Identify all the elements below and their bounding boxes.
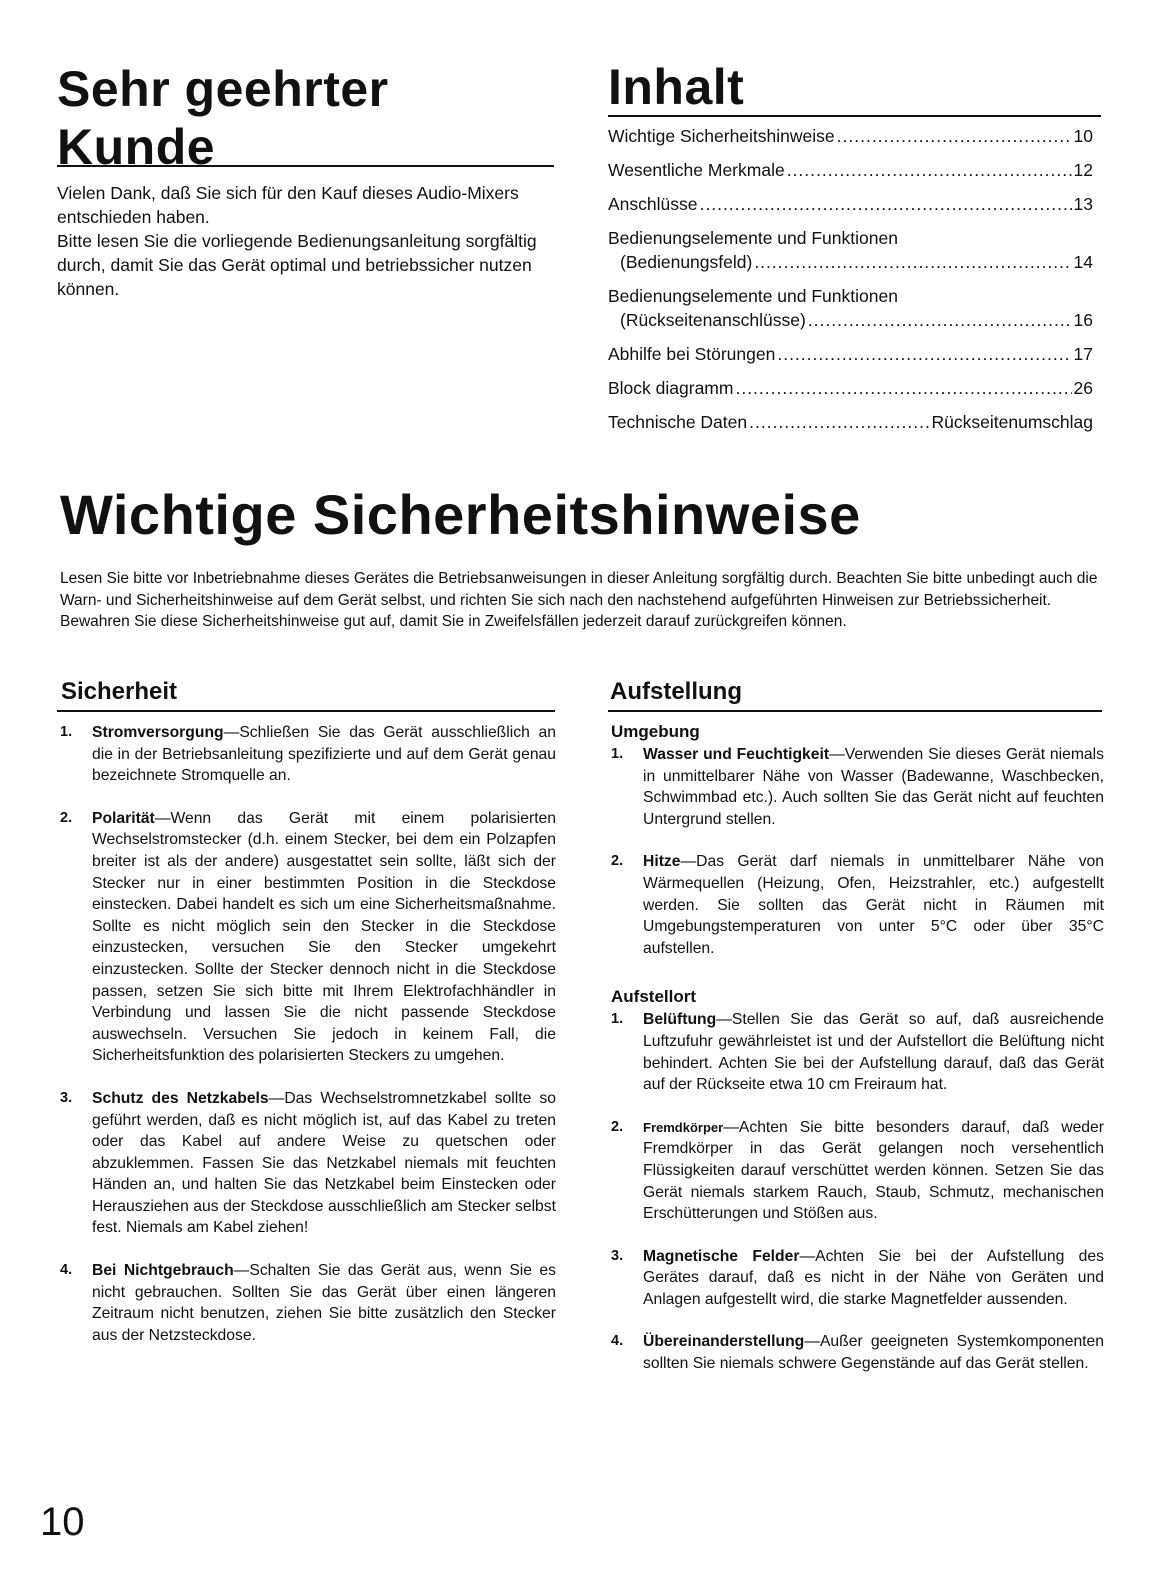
item-term: Stromversorgung: [92, 724, 224, 741]
intro-paragraph-2: Bewahren Sie diese Sicherheitshinweise gut auf, damit Sie in Zweifelsfällen jederzeit darauf zurückgreifen können.: [60, 613, 847, 630]
item-text: —Schalten Sie das Gerät aus, wenn Sie es nicht gebrauchen. Sollten Sie das Gerät über einen längeren Zeitraum nicht benutzen, ziehen Sie bitte zusätzlich den Stecker aus der Netzsteckdose.: [92, 1262, 556, 1344]
item-text: —Außer geeigneten Systemkomponenten sollten Sie niemals schwere Gegenstände auf das Gerät stellen.: [643, 1333, 1104, 1373]
list-item: [611, 1246, 1104, 1311]
toc-entry-page: 10: [1073, 126, 1093, 146]
section-title: Wichtige Sicherheitshinweise: [60, 483, 861, 546]
toc-entry-page: 12: [1073, 160, 1093, 180]
item-term: Übereinanderstellung: [643, 1333, 805, 1351]
aufstellung-divider: [608, 710, 1102, 712]
item-term: Bei Nichtgebrauch: [92, 1262, 234, 1280]
item-number: 2.: [60, 809, 73, 826]
list-item: [611, 1331, 1104, 1374]
aufstellort-subheading: Aufstellort: [611, 987, 696, 1007]
item-number: 1.: [60, 724, 73, 740]
item-text: —Verwenden Sie dieses Gerät niemals in unmittelbarer Nähe von Wasser (Badewanne, Waschbecken, Schwimmbad etc.). Auch sollten Sie das Gerät nicht auf feuchten Untergrund stellen.: [643, 746, 1104, 828]
item-text: —Schließen Sie das Gerät ausschließlich an die in der Betriebsanleitung spezifizierte und auf dem Gerät genau bezeichnete Stromquelle an.: [92, 724, 556, 785]
umgebung-subheading: Umgebung: [611, 722, 700, 741]
list-item: [611, 851, 1104, 959]
list-item: [611, 1117, 1104, 1225]
toc-entry-label: Abhilfe bei Störungen: [608, 344, 776, 364]
toc-entry-label-line1: Bedienungselemente und Funktionen: [608, 286, 898, 306]
toc-entry-label: Anschlüsse: [608, 194, 698, 214]
item-term: Polarität: [92, 809, 155, 827]
toc-entry[interactable]: [608, 158, 1093, 182]
greeting-paragraph-2: Bitte lesen Sie die vorliegende Bedienungsanleitung sorgfältig durch, damit Sie das Gerät optimal und betriebssicher nutzen können.: [57, 231, 537, 299]
item-text: —Wenn das Gerät mit einem polarisierten Wechselstromstecker (d.h. einem Stecker, bei dem ein Polzapfen breiter ist als der andere) ausgestattet sein sollte, läßt sich der Stecker nur in einer bestimmten Position in die Steckdose einstecken. Dabei handelt es sich um eine Sicherheitsmaßnahme. Sollte es nicht möglich sein den Stecker in die Steckdose einzustecken, versuchen Sie den Stecker umgekehrt einzustecken. Sollte der Stecker dennoch nicht in die Steckdose passen, setzen Sie sich bitte mit Ihrem Elektrofachhändler in Verbindung und lassen Sie die nicht passende Steckdose auswechseln. Versuchen Sie jedoch in keinem Fall, die Sicherheitsfunktion des polarisierten Steckers zu umgehen.: [92, 809, 556, 1065]
item-number: 2.: [611, 1118, 624, 1135]
greeting-text: [57, 181, 547, 301]
item-number: 1.: [611, 1011, 624, 1028]
toc-divider: [608, 115, 1101, 117]
toc-entry-page: 14: [1073, 252, 1093, 272]
toc-entry[interactable]: [608, 284, 1093, 332]
item-number: 1.: [611, 746, 624, 762]
item-term: Magnetische Felder: [643, 1247, 800, 1265]
list-item: [60, 722, 556, 787]
intro-paragraph-1: Lesen Sie bitte vor Inbetriebnahme dieses Gerätes die Betriebsanweisungen in dieser Anleitung sorgfältig durch. Beachten Sie bitte unbedingt auch die Warn- und Sicherheitshinweise auf dem Gerät selbst, und richten Sie sich nach den nachstehend aufgeführten Hinweisen zur Betriebssicherheit.: [60, 570, 1098, 609]
page-number: 10: [40, 1500, 85, 1544]
toc-title: Inhalt: [608, 59, 745, 115]
toc-entry-label: Block diagramm: [608, 378, 734, 398]
item-term: Wasser und Feuchtigkeit: [643, 746, 830, 763]
aufstellung-list: [611, 722, 1104, 1396]
list-item: [60, 808, 556, 1067]
item-number: 4.: [611, 1333, 624, 1350]
toc-entry-label-line1: Bedienungselemente und Funktionen: [608, 228, 898, 248]
list-item: [611, 1009, 1104, 1095]
toc-entry-label: (Bedienungsfeld): [620, 252, 753, 272]
list-item: [60, 1260, 556, 1346]
item-number: 4.: [60, 1262, 73, 1279]
list-item: [611, 744, 1104, 830]
toc-entry-label: Technische Daten: [608, 412, 748, 432]
toc-entry-page: 16: [1073, 310, 1093, 330]
item-text: —Achten Sie bei der Aufstellung des Gerätes darauf, daß es nicht in der Nähe von Geräten und Anlagen aufgestellt wird, die starke Magnetfelder aussenden.: [643, 1247, 1104, 1308]
toc-entry[interactable]: [608, 342, 1093, 366]
item-text: —Achten Sie bitte besonders darauf, daß weder Fremdkörper in das Gerät gelangen noch versehentlich Flüssigkeiten darauf verschüttet werden können. Setzen Sie das Gerät niemals starkem Rauch, Staub, Schmutz, mechanischen Erschütterungen und Stößen aus.: [643, 1118, 1104, 1223]
toc-entry-page: 13: [1073, 194, 1093, 214]
toc-entry-page: 26: [1073, 378, 1093, 398]
toc-entry-label: Wichtige Sicherheitshinweise: [608, 126, 835, 146]
sicherheit-heading: Sicherheit: [61, 678, 178, 705]
item-text: —Stellen Sie das Gerät so auf, daß ausreichende Luftzufuhr gewährleistet ist und der Aufstellort die Belüftung nicht behindert. Achten Sie bei der Aufstellung darauf, daß das Gerät auf der Rückseite etwa 10 cm Freiraum hat.: [643, 1011, 1104, 1094]
list-item: [60, 1088, 556, 1239]
item-term: Fremdkörper: [643, 1119, 724, 1135]
item-term: Hitze: [643, 853, 681, 871]
sicherheit-divider: [57, 710, 555, 712]
table-of-contents: [608, 124, 1093, 444]
toc-entry[interactable]: [608, 124, 1093, 148]
toc-entry-page: Rückseitenumschlag: [931, 412, 1093, 432]
aufstellung-heading: Aufstellung: [610, 678, 742, 705]
item-number: 3.: [60, 1089, 73, 1106]
toc-entry-page: 17: [1073, 344, 1093, 364]
section-intro: [60, 568, 1110, 633]
item-term: Belüftung: [643, 1011, 717, 1029]
greeting-paragraph-1: Vielen Dank, daß Sie sich für den Kauf dieses Audio-Mixers entschieden haben.: [57, 183, 519, 227]
toc-entry-label: (Rückseitenanschlüsse): [620, 310, 806, 330]
item-number: 2.: [611, 853, 624, 870]
toc-entry-label: Wesentliche Merkmale: [608, 160, 785, 180]
item-term: Schutz des Netzkabels: [92, 1089, 269, 1107]
item-text: —Das Gerät darf niemals in unmittelbarer Nähe von Wärmequellen (Heizung, Ofen, Heizstrahler, etc.) aufgestellt werden. Sie sollten das Gerät nicht in Räumen mit Umgebungstemperaturen von unter 5°C oder über 35°C aufstellen.: [643, 853, 1104, 957]
sicherheit-list: [60, 722, 556, 1367]
toc-entry[interactable]: [608, 376, 1093, 400]
greeting-title: Sehr geehrter Kunde: [57, 61, 389, 175]
item-number: 3.: [611, 1247, 624, 1264]
item-text: —Das Wechselstromnetzkabel sollte so geführt werden, daß es nicht möglich ist, auf das Kabel zu treten oder das Kabel auf andere Weise zu quetschen oder abzuklemmen. Fassen Sie das Netzkabel niemals mit feuchten Händen an, und halten Sie das Netzkabel beim Einstecken oder Herausziehen aus der Steckdose ausschließlich am Stecker selbst fest. Niemals am Kabel ziehen!: [92, 1089, 556, 1237]
toc-entry[interactable]: [608, 192, 1093, 216]
toc-entry[interactable]: [608, 410, 1093, 434]
toc-entry[interactable]: [608, 226, 1093, 274]
greeting-divider: [57, 165, 554, 167]
